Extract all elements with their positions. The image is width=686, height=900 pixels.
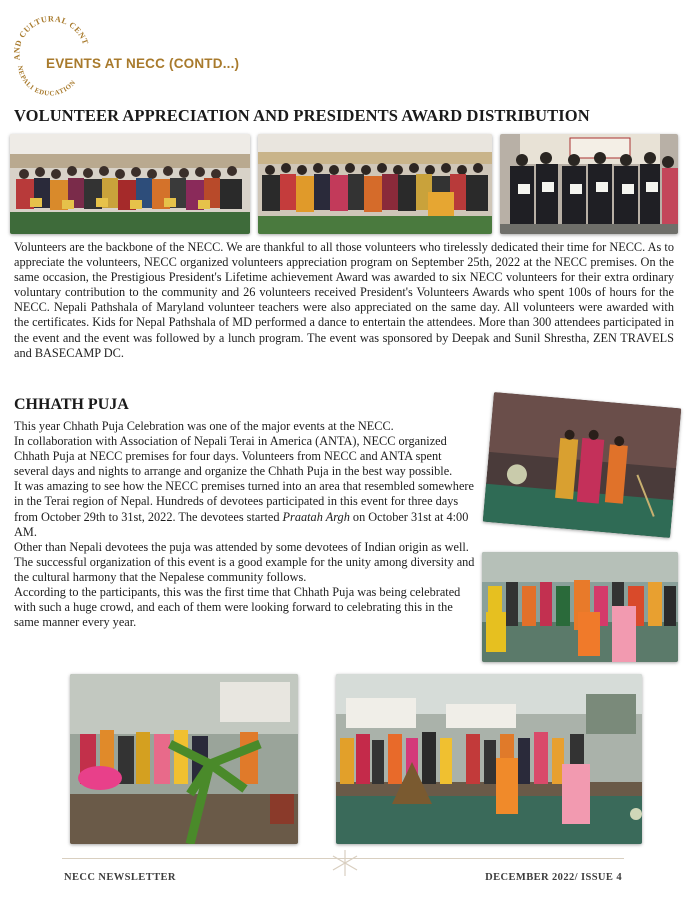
footer-issue-date: DECEMBER 2022/ ISSUE 4 <box>485 872 622 883</box>
chhath-devotees-night-photo <box>483 392 682 538</box>
volunteer-section-title: VOLUNTEER APPRECIATION AND PRESIDENTS AWARD DISTRIBUTION <box>14 106 590 125</box>
volunteer-group-photo-1 <box>10 134 250 234</box>
chhath-line-3-end: on October 31st at 4:00 AM. <box>14 509 469 539</box>
footer-newsletter-name: NECC NEWSLETTER <box>64 872 176 883</box>
chhath-line-5: The successful organization of this event is a good example for the unity among diversity and the cultural harmony that the Nepalese community follows. <box>14 554 475 584</box>
logo-arc-top-text: AND CULTURAL CENT <box>12 14 91 61</box>
chhath-puja-section-title: CHHATH PUJA <box>14 396 129 413</box>
praatah-argh-term: Praatah Argh <box>282 509 350 524</box>
volunteer-section-body: Volunteers are the backbone of the NECC. We are thankful to all those volunteers who tirelessly dedicated their time for NECC. As to appreciate the volunteers, NECC organized volunteers appreciation program on September 25th, 2022 at the NECC premises. On the same occasion, the Prestigious President's Lifetime achievement Award was awarded to six NECC volunteers for their extra ordinary voluntary contribution to the community and 26 volunteers received President's Volunteers Awards who spent 100s of hours for the NECC. Nepali Pathshala of Maryland volunteer teachers were also appreciated on the same day. All volunteers were awarded with the certificates. Kids for Nepal Pathshala of MD performed a dance to entertain the attendees. More than 300 attendees participated in the event and the event was followed by a lunch program. The event was sponsored by Deepak and Sunil Shrestha, ZEN TRAVELS and BASECAMP DC. <box>14 240 674 360</box>
volunteer-group-photo-2 <box>258 134 492 234</box>
logo-arc-bottom-text: NEPALI EDUCATION <box>15 65 78 98</box>
page-header-title: EVENTS AT NECC (CONTD...) <box>46 56 240 71</box>
chhath-line-3-text: It was amazing to see how the NECC premises turned into an area that resembled somewhere in the Terai region of Nepal. Hundreds of devotees participated in this event for three days from October 29th to 31st, 2022. The devotees started <box>14 479 474 524</box>
chhath-banana-tree-photo <box>70 674 298 844</box>
chhath-line-3 <box>14 479 476 539</box>
svg-text:AND CULTURAL CENTER <box>6 8 90 61</box>
chhath-puja-body <box>14 419 476 630</box>
award-recipients-photo <box>500 134 678 234</box>
chhath-line-2: In collaboration with Association of Nepali Terai in America (ANTA), NECC organized Chhath Puja at NECC premises for four days. Volunteers from NECC and ANTA spent several days and nights to arrange and organize the Chhath Puja in the best way possible. <box>14 434 453 479</box>
chhath-line-4: Other than Nepali devotees the puja was attended by some devotees of Indian origin as well. <box>14 539 469 554</box>
snowflake-ornament-icon <box>330 848 360 878</box>
chhath-line-6: According to the participants, this was the first time that Chhath Puja was being celebrated with such a huge crowd, and each of them were looking forward to celebrating this in the same manner every year. <box>14 585 461 630</box>
chhath-line-1: This year Chhath Puja Celebration was one of the major events at the NECC. <box>14 419 394 433</box>
chhath-crowd-pond-photo <box>482 552 678 662</box>
chhath-ceremony-photo <box>336 674 642 844</box>
necc-logo <box>6 8 96 98</box>
